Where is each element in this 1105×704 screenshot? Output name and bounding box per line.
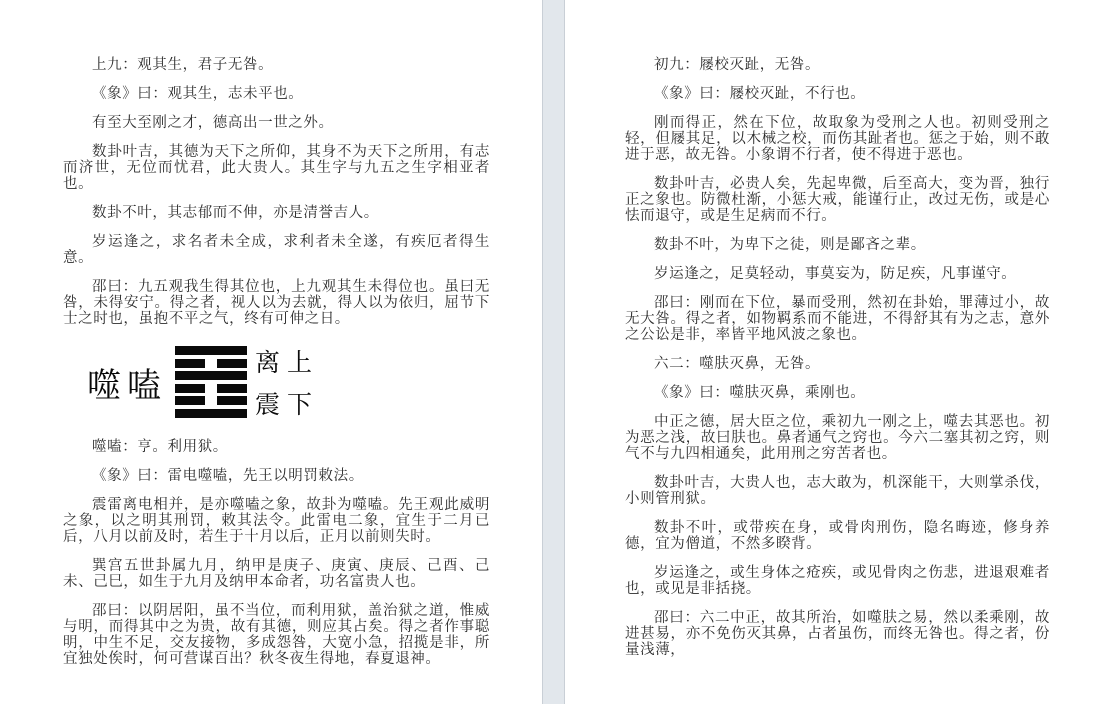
paragraph: 岁运逢之，足莫轻动，事莫妄为，防足疾，凡事谨守。 (654, 266, 1017, 282)
hexagram-line-yin (175, 359, 247, 368)
paragraph: 刚而得正，然在下位，故取象为受刑之人也。初则受刑之轻，但屦其足，以木械之校，而伤其趾者也。惩之于始，则不敢进于恶，故无咎。小象谓不行者，使不得进于恶也。 (625, 115, 1050, 163)
hexagram-line-yang (175, 371, 247, 380)
hexagram-line-yang (175, 346, 247, 355)
hexagram-line-yin (175, 396, 247, 405)
paragraph: 数卦不叶，其志郁而不伸，亦是清誉吉人。 (92, 205, 379, 221)
paragraph: 岁运逢之，求名者未全成，求利者未全遂，有疾厄者得生意。 (63, 234, 490, 266)
page-gutter (542, 0, 565, 704)
paragraph: 《象》曰：噬肤灭鼻，乘刚也。 (654, 385, 866, 401)
hexagram-line-yang (175, 409, 247, 418)
hexagram-trigram-labels (255, 343, 319, 421)
paragraph: 数卦叶吉，其德为天下之所仰，其身不为天下之所用，有志而济世，无位而忧君，此大贵人。其生字与九五之生字相亚者也。 (63, 144, 490, 192)
paragraph: 数卦叶吉，大贵人也，志大敢为，机深能干，大则掌杀伐，小则管刑狱。 (625, 475, 1050, 507)
paragraph: 六二：噬肤灭鼻，无咎。 (654, 356, 821, 372)
paragraph: 初九：屦校灭趾，无咎。 (654, 57, 821, 73)
paragraph: 岁运逢之，或生身体之疮疾，或见骨肉之伤悲，进退艰难者也，或见是非括挠。 (625, 565, 1050, 597)
paragraph: 中正之德，居大臣之位，乘初九一刚之上，噬去其恶也。初为恶之浅，故曰肤也。鼻者通气之窍也。今六二塞其初之窍，则气不与九四相通矣，此用刑之穷苦者也。 (625, 414, 1050, 462)
upper-trigram-label: 离上 (255, 348, 320, 377)
paragraph: 邵曰：刚而在下位，暴而受刑，然初在卦始，罪薄过小，故无大咎。得之者，如物羁系而不能进，不得舒其有为之志，意外之公讼是非，率皆平地风波之象也。 (625, 295, 1050, 343)
paragraph: 上九：观其生，君子无咎。 (92, 57, 274, 73)
page-left (0, 0, 542, 704)
paragraph: 震雷离电相并，是亦噬嗑之象，故卦为噬嗑。先王观此威明之象，以之明其刑罚，敕其法令。此雷电二象，宜生于二月已后，八月以前及时，若生于十月以后，正月以前则失时。 (63, 497, 490, 545)
paragraph: 《象》曰：雷电噬嗑，先王以明罚敕法。 (92, 468, 364, 484)
paragraph: 数卦叶吉，必贵人矣，先起卑微，后至高大，变为晋，独行正之象也。防微杜渐，小惩大戒，能谨行止，改过无伤，或是心怯而退守，或是生足病而不行。 (625, 176, 1050, 224)
paragraph: 数卦不叶，或带疾在身，或骨肉刑伤，隐名晦迹，修身养德，宜为僧道，不然多睽背。 (625, 520, 1050, 552)
hexagram-name: 噬嗑 (87, 365, 167, 406)
hexagram-lines (175, 346, 247, 418)
paragraph: 有至大至刚之才，德高出一世之外。 (92, 115, 334, 131)
hexagram-figure (87, 340, 490, 424)
paragraph: 邵曰：六二中正，故其所治，如噬肤之易，然以柔乘刚，故进甚易，亦不免伤灭其鼻，占者虽伤，而终无咎也。得之者，份量浅薄， (625, 610, 1050, 658)
paragraph: 巽宫五世卦属九月，纳甲是庚子、庚寅、庚辰、己酉、己未、己巳，如生于九月及纳甲本命者，功名富贵人也。 (63, 558, 490, 590)
hexagram-line-yin (175, 384, 247, 393)
lower-trigram-label: 震下 (255, 390, 320, 419)
paragraph: 数卦不叶，为卑下之徒，则是鄙吝之辈。 (654, 237, 926, 253)
paragraph: 《象》曰：观其生，志未平也。 (92, 86, 304, 102)
paragraph: 《象》曰：屦校灭趾，不行也。 (654, 86, 866, 102)
page-right (565, 0, 1105, 704)
paragraph: 邵曰：九五观我生得其位也，上九观其生未得位也。虽曰无咎，未得安宁。得之者，视人以为去就，得人以为依归，屈节下士之时也，虽抱不平之气，终有可伸之日。 (63, 279, 490, 327)
paragraph: 噬嗑：亨。利用狱。 (92, 439, 228, 455)
paragraph: 邵曰：以阴居阳，虽不当位，而利用狱，盖治狱之道，惟威与明，而得其中之为贵，故有其德，则应其占矣。得之者作事聪明，中生不足，交友接物，多成怨咎，大宽小急，招揽是非，所宜独处俟时，何可营谋百出？秋冬夜生得地，春夏退神。 (63, 603, 490, 667)
